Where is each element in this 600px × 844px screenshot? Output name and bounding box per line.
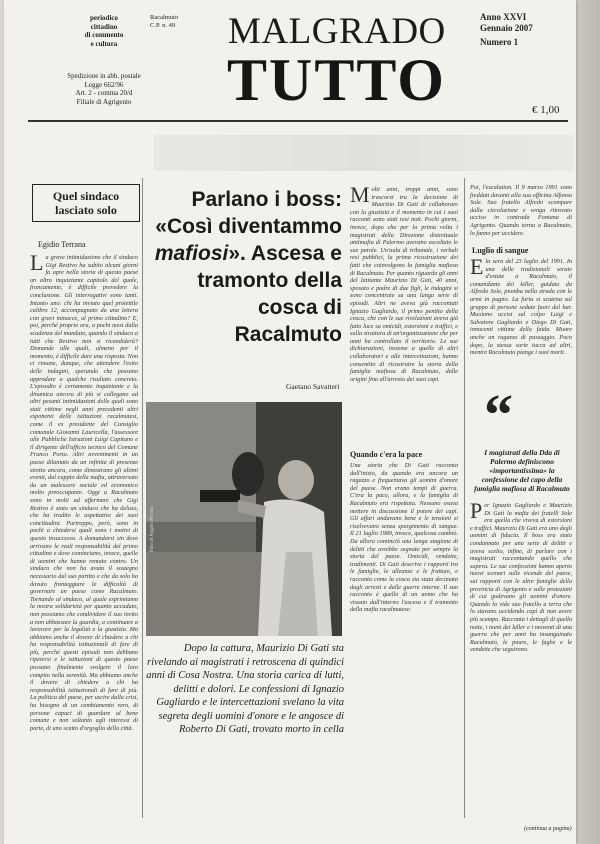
issue-number: Numero 1: [480, 37, 519, 47]
postal-line: Legge 662/96: [84, 80, 124, 89]
masthead-left: [64, 14, 144, 106]
headline-part1: Parlano i boss: «Così diventammo: [155, 188, 342, 238]
pull-quote: I magistrati della Dda di Palermo definiscono «importantissima» la confessione del capo della famiglia mafiosa di Racalmuto: [474, 448, 570, 493]
col2-text: olti anni, troppi anni, sono trascorsi tra la decisione di Maurizio Di Gati di collaborare con la giustizia e il momento in cui i suoi racconti sono stati resi noti. Pochi giorni, invece, dopo che per la prima volta i magistrati della Direzione distrettuale antimafia di Palermo avevano ascoltato le sue parole. Un'aula di tribunale, i verbali resi pubblici, la prima ricostruzione dei fatti che coinvolgono la famiglia mafiosa di Racalmuto. Per quanto riguarda gli anni del latitante Maurizio Di Gati, 40 anni, sposato e padre di due figli, le indagini si sono concentrate su una lunga serie di episodi. Altri ne aveva già raccontati Ignazio Gagliardo, il primo pentito della cosca, che con le sue rivelazioni aveva già fatto luce su omicidi, estorsioni e traffici, e sulla struttura di un'organizzazione che per anni ha controllato il territorio. Le sue dichiarazioni, insieme a quelle di altri collaboratori e alle intercettazioni, hanno consentito di ricostruire la storia della famiglia mafiosa di Racalmuto, dalle origini fino all'arresto dei suoi capi.: [350, 186, 458, 383]
masthead-title-line2: TUTTO: [227, 47, 446, 113]
background-edge: [578, 0, 600, 844]
dropcap: P: [470, 502, 483, 523]
subhead-pace: Quando c'era la pace: [350, 450, 423, 459]
main-article-col3b: [470, 258, 572, 382]
masthead-rule: [28, 120, 568, 122]
main-article-col2b: [350, 462, 458, 814]
column-divider: [142, 178, 143, 818]
place-info: [150, 14, 178, 30]
place-line: Racalmuto: [150, 14, 179, 21]
main-headline: [150, 186, 342, 348]
bleed-through-shadow: [154, 135, 574, 171]
left-article-title: Quel sindaco lasciato solo: [32, 184, 140, 222]
column-divider: [464, 178, 465, 818]
subtitle-line: e cultura: [90, 39, 118, 48]
left-article-author: Egidio Terrana: [38, 240, 86, 249]
main-article-col2: [350, 186, 458, 444]
main-article-col3: [470, 184, 572, 240]
quote-mark-icon: “: [484, 382, 513, 447]
article-photo: [146, 402, 342, 636]
price: € 1,00: [532, 104, 560, 116]
col3-text: Poi, l'escalation. Il 9 marzo 1991 sono freddati davanti alla sua officina Alfonso Sole. Suo fratello Alfredo scompare dalla circolazione e venga ritrovato ucciso in contrada Fontana di Agrigento. Quando torna a Racalmuto, lo fanno per uccidere.: [470, 184, 572, 237]
subtitle-line: cittadino: [90, 22, 118, 31]
subtitle-line: di commento: [84, 31, 124, 39]
continued-note: (continua a pagina): [524, 826, 572, 832]
photo-credit: Foto di Angelo Pitrone: [150, 506, 155, 552]
main-article-author: Gaetano Savatteri: [286, 382, 340, 391]
subhead-luglio: Luglio di sangue: [472, 246, 529, 255]
dropcap: L: [30, 254, 44, 275]
issue-date: Gennaio 2007: [480, 23, 533, 33]
issue-year: Anno XXVI: [480, 12, 527, 22]
issue-info: [480, 12, 533, 48]
left-article-text-2: Ma abbiamo anche il dovere di chiedere a chi ha responsabilità istituzionali di fare di più. La politica del paese, per uscire dalla crisi, ha bisogno di un cambiamento vero, di persone capaci di guardare al bene comune e non soltanto agli interessi di parte, di uno scatto d'orgoglio della città.: [30, 671, 138, 732]
postal-line: Filiale di Agrigento: [76, 97, 132, 106]
postal-info: [64, 72, 144, 106]
postal-line: Spedizione in abb. postale: [67, 72, 141, 80]
newspaper-page: [4, 0, 576, 844]
subtitle-line: periodico: [90, 14, 118, 22]
headline-part2: ». Ascesa e tramonto della cosca di Racalmuto: [197, 242, 342, 346]
left-article-text: a grave intimidazione che il sindaco Gigi Restivo ha subito alcuni giorni fa apre nella storia di questo paese un altro inquietante capitolo del quale, francamente, è difficile prevedere la conclusione. Gli interrogativi sono tanti. Intanto uno: chi ha inviato quel proiettile calibro 12, accompagnato da una lettera con gravi minacce, al primo cittadino? E, poi, perché proprio ora, a pochi mesi dalla scadenza del mandato, quando il sindaco a tutti che Restivo non si ricandiderà? Domande alle quali, almeno per il momento, è difficile dare una risposta. Non ci rimane, dunque, che attendere l'esito delle indagini, sperando che possano approdare a qualche risultato concreto. L'episodio è certamente inquietante e la dinamica ancora di più si collegano ad altri pesanti intimidazioni delle quali sono stati vittime negli anni precedenti altri esponenti delle istituzioni racalmutesi, come il ex presidente del Consiglio comunale Giovanni Lauricella, l'assessore alle Pubbliche Istruzioni Luigi Capitano e il dirigente dell'ufficio tecnico del Comune Franco Porto. Altri avvenimenti in un paese dilaniato da un infinita di presenze stretto ancora, come dimostrano gli ultimi eventi, dal cappio della mafia, attraversato da un malessere sociale ed economico molto preoccupante. Oggi a Racalmuto sono in molti ad affermare che Gigi Restivo è stato un sindaco che ha deluso, che ha tradito le aspettative dei suoi concittadini. Purtroppo, però, sono in pochi a chiedersi quali sono i motivi di questo insuccesso. A domandarsi sin dove arrivano le reali responsabilità del primo cittadino e dove cominciano, invece, quelle di uomini che hanno remato contro. Un sindaco che non ha avuto il sostegno necessario dal suo partito e che da solo ha dovuto fronteggiare le difficoltà di governare un paese come Racalmuto. Tornando al sindaco, al quale esprimiamo la nostra solidarietà per quanto accaduto, non possiamo che condividere il suo invito a non abbassare la guardia, a continuare a lavorare per la legalità e la giustizia. Ma abbiamo anche il dovere di chiedere a chi ha responsabilità istituzionali di fare di più, perché questi episodi non debbano ripetersi e le istituzioni di questo paese possano finalmente svolgere il loro compito nella serenità.: [30, 254, 138, 679]
col3-text-2: la sera del 23 luglio del 1991. In una delle tradizionali serate d'estate a Racalmuto, il comandante dei killer, guidato da Alfredo Sole, piomba nella strada con le armi in pugno. La furia si scatena sul gruppo di persone sedute fuori dal bar. Muoiono uccisi sul colpo Luigi e Salvatore Gagliardo e Diego Di Gati, innocenti vittime della faida. Muore anche un ragazzo di passaggio. Poco dopo, la stessa sorte tocca ad altri, mentre Racalmuto piange i suoi morti.: [470, 258, 572, 357]
col3-text-3: er Ignazio Gagliardo e Maurizio Di Gati la mafia dei fratelli Sole era quella che viveva di estorsioni e traffici. Maurizio Di Gati era uno degli uomini di fiducia. Il boss era stato condannato per una serie di delitti e aveva scelto, infine, di parlare con i magistrati raccontando quello che sapeva. Le sue confessioni hanno aperto nuovi scenari sulle vicende del paese, sui rapporti con le altre famiglie della provincia di Agrigento e sulle protezioni di cui godevano gli uomini d'onore. Quando lo vide suo fratello a terra che lo stavano uccidendo capì di non avere più scampo. Racconta i dettagli di quella notte, i nomi dei killer e i moventi di una guerra che per anni ha insanguinato Racalmuto, le paure, le fughe e le vendette che seguirono.: [470, 502, 572, 654]
place-line: C.P. n. 49: [150, 22, 176, 29]
dropcap: M: [350, 186, 370, 207]
col2-text-2: Una storia che Di Gati racconta dall'inizio, da quando era ancora un ragazzo e frequentava gli uomini d'onore del paese. Non erano tempi di guerra. C'era la pace, allora, e la famiglia di Racalmuto era rispettata. Nessuno osava mettere in discussione il potere dei capi. Gli affari andavano bene e le tensioni si risolvevano senza spargimento di sangue. Il 21 luglio 1989, invece, qualcosa cambiò. Da allora cominciò una lunga stagione di delitti che avrebbe segnato per sempre la storia del paese. Omicidi, vendette, tradimenti. Di Gati descrive i rapporti tra le famiglie, le alleanze e le fratture, e racconta come la cosca sia stata decimata dagli arresti e dalle guerre interne. Il suo racconto è quello di un uomo che ha vissuto dall'interno l'ascesa e il tramonto della mafia racalmutese.: [350, 462, 458, 614]
headline-italic: mafiosi: [154, 242, 229, 265]
masthead-title-line1: MALGRADO: [228, 11, 446, 52]
photo-caption: Dopo la cattura, Maurizio Di Gati sta rivelando ai magistrati i retroscena di quindici anni di Cosa Nostra. Una storia carica di lutti, delitti e dolori. Le confessioni di Ignazio Gagliardo e le intercettazioni svelano la vita segreta degli uomini d'onore e le angosce di Roberto Di Gati, trovato morto in cella: [146, 643, 344, 735]
photo-illustration: [146, 402, 342, 636]
main-article-col3c: [470, 502, 572, 822]
left-article-body: [30, 254, 138, 814]
postal-line: Art. 2 - comma 20/d: [75, 89, 133, 97]
dropcap: E: [470, 258, 484, 279]
